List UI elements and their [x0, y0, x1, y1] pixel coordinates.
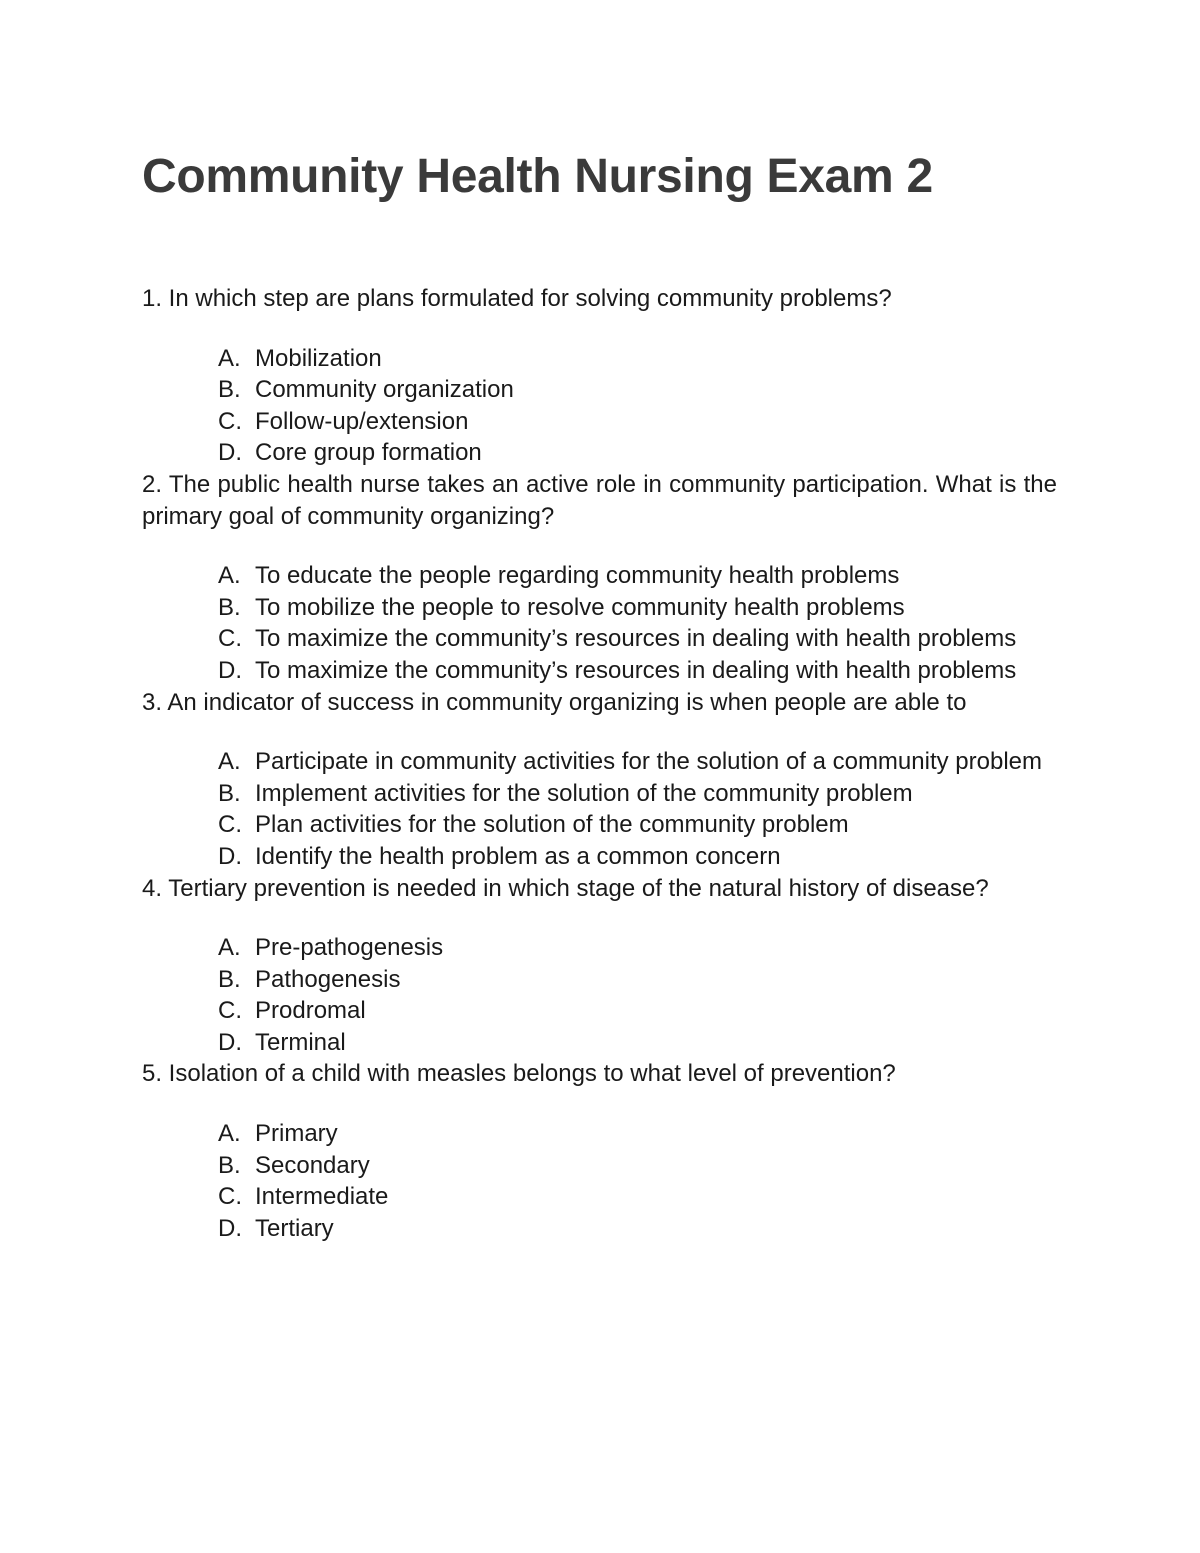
choice-letter: B.	[218, 1151, 241, 1179]
choice-letter: A.	[218, 934, 241, 962]
question-block	[142, 1058, 1057, 1244]
choice-text: Follow-up/extension	[255, 407, 469, 435]
choice-letter: C.	[218, 625, 242, 653]
choice-item	[142, 560, 1057, 592]
choice-item	[142, 932, 1057, 964]
choice-item	[142, 374, 1057, 406]
choice-letter: A.	[218, 748, 241, 776]
choice-text: Terminal	[255, 1028, 346, 1056]
choice-item	[142, 592, 1057, 624]
choice-text: Participate in community activities for the solution of a community problem	[255, 748, 1042, 776]
question-text: 5. Isolation of a child with measles belongs to what level of prevention?	[142, 1060, 896, 1088]
choice-text: To maximize the community’s resources in dealing with health problems	[255, 625, 1017, 653]
choice-letter: C.	[218, 997, 242, 1025]
choice-item	[142, 623, 1057, 655]
choice-text: Core group formation	[255, 439, 482, 467]
choice-text: To educate the people regarding community health problems	[255, 562, 900, 590]
choice-text: Tertiary	[255, 1214, 334, 1242]
choice-text: Secondary	[255, 1151, 370, 1179]
choice-list	[142, 560, 1057, 686]
choice-text: To maximize the community’s resources in dealing with health problems	[255, 656, 1017, 684]
choice-item	[142, 437, 1057, 469]
choice-list	[142, 1118, 1057, 1244]
question-block	[142, 469, 1057, 687]
choice-letter: D.	[218, 1214, 242, 1242]
choice-item	[142, 1027, 1057, 1059]
choice-item	[142, 343, 1057, 375]
question-text: 4. Tertiary prevention is needed in which stage of the natural history of disease?	[142, 874, 989, 902]
choice-text: To mobilize the people to resolve community health problems	[255, 593, 905, 621]
choice-letter: C.	[218, 1183, 242, 1211]
choice-text: Plan activities for the solution of the community problem	[255, 811, 849, 839]
choice-letter: A.	[218, 1120, 241, 1148]
choice-text: Community organization	[255, 376, 514, 404]
choice-text: Pre-pathogenesis	[255, 934, 444, 962]
choice-text: Identify the health problem as a common concern	[255, 842, 781, 870]
choice-item	[142, 406, 1057, 438]
choice-letter: D.	[218, 842, 242, 870]
choice-item	[142, 1118, 1057, 1150]
page-title: Community Health Nursing Exam 2	[142, 150, 933, 203]
choice-text: Prodromal	[255, 997, 366, 1025]
choice-item	[142, 1213, 1057, 1245]
question-list	[142, 283, 1057, 1244]
choice-letter: B.	[218, 376, 241, 404]
choice-letter: B.	[218, 779, 241, 807]
choice-list	[142, 746, 1057, 872]
question-block	[142, 283, 1057, 469]
choice-text: Intermediate	[255, 1183, 389, 1211]
question-block	[142, 687, 1057, 873]
choice-text: Implement activities for the solution of the community problem	[255, 779, 913, 807]
choice-letter: B.	[218, 593, 241, 621]
choice-letter: C.	[218, 811, 242, 839]
choice-item	[142, 746, 1057, 778]
choice-letter: D.	[218, 1028, 242, 1056]
question-block	[142, 873, 1057, 1059]
choice-item	[142, 841, 1057, 873]
choice-item	[142, 778, 1057, 810]
question-text: 2. The public health nurse takes an active role in community participation. What is the primary goal of community organizing?	[142, 470, 1057, 530]
choice-item	[142, 1181, 1057, 1213]
choice-item	[142, 964, 1057, 996]
choice-item	[142, 809, 1057, 841]
choice-letter: A.	[218, 344, 241, 372]
choice-list	[142, 932, 1057, 1058]
choice-text: Pathogenesis	[255, 965, 401, 993]
choice-item	[142, 1150, 1057, 1182]
choice-item	[142, 655, 1057, 687]
choice-letter: A.	[218, 562, 241, 590]
choice-letter: B.	[218, 965, 241, 993]
choice-text: Mobilization	[255, 344, 382, 372]
question-text: 1. In which step are plans formulated for solving community problems?	[142, 285, 892, 312]
choice-item	[142, 995, 1057, 1027]
choice-list	[142, 343, 1057, 469]
choice-text: Primary	[255, 1120, 338, 1148]
choice-letter: D.	[218, 656, 242, 684]
choice-letter: D.	[218, 439, 242, 467]
choice-letter: C.	[218, 407, 242, 435]
question-text: 3. An indicator of success in community organizing is when people are able to	[142, 688, 967, 716]
